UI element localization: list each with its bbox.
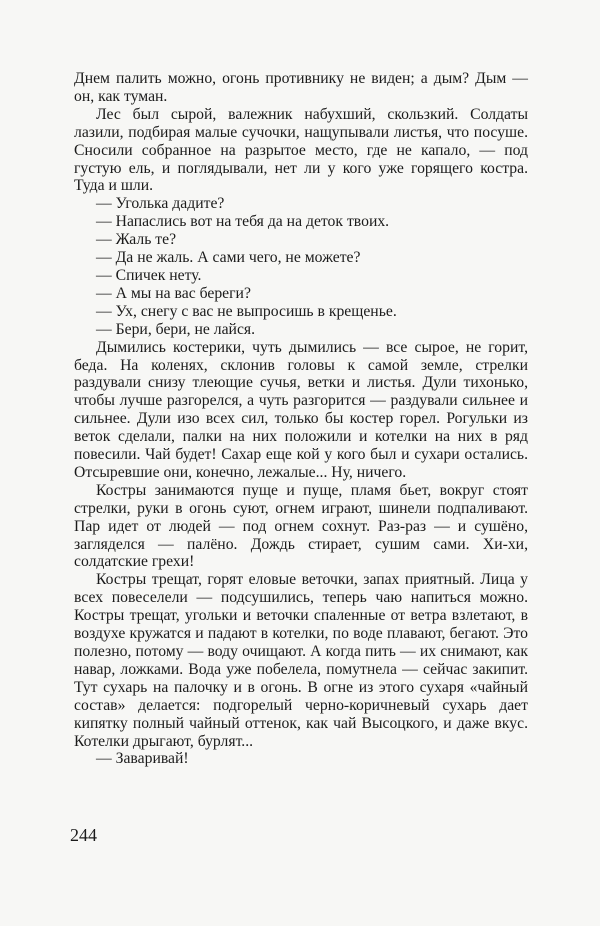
page-text: [74, 70, 528, 768]
dialogue-line: — Спичек нету.: [96, 266, 202, 284]
dialogue-line: — Уголька дадите?: [96, 195, 225, 213]
paragraph: Днем палить можно, огонь противнику не виден; а дым? Дым — он, как туман.: [74, 70, 528, 105]
paragraph: Костры трещат, горят еловые веточки, запах приятный. Лица у всех повеселели — подсушились, теперь чаю напиться можно. Костры трещат, угольки и веточки спаленные от ветра взлетают, в воздухе кружатся и падают в котелки, по воде плавают, бегают. Это полезно, потому — воду очищают. А когда пить — их снимают, как навар, ложками. Вода уже побелела, помутнела — сейчас закипит. Тут сухарь на палочку и в огонь. В огне из этого сухаря «чайный состав» делается: подгорелый черно-коричневый сухарь дает кипятку полный чайный оттенок, как чай Высоцкого, и даже вкус. Котелки дрыгают, бурлят...: [74, 571, 528, 750]
dialogue-line: — А мы на вас береги?: [96, 284, 251, 302]
dialogue-line: — Бери, бери, не лайся.: [96, 320, 256, 338]
dialogue-line: — Жаль те?: [96, 231, 177, 249]
dialogue-line: — Заваривай!: [96, 750, 189, 768]
page-number: 244: [70, 825, 97, 845]
dialogue-line: — Напаслись вот на тебя да на деток твоих.: [96, 213, 390, 231]
paragraph: Дымились костерики, чуть дымились — все сырое, не горит, беда. На коленях, склонив головы к самой земле, стрелки раздували снизу тлеющие сучья, ветки и листья. Дули тихонько, чтобы лучше разгорелся, а чуть разгорится — раздували сильнее и сильнее. Дули изо всех сил, только бы костер горел. Рогульки из веток сделали, палки на них положили и котелки на них в ряд повесили. Чай будет! Сахар еще кой у кого был и сухари остались. Отсыревшие они, конечно, лежалые... Ну, ничего.: [74, 338, 528, 481]
paragraph: Лес был сырой, валежник набухший, скользкий. Солдаты лазили, подбирая малые сучочки, нащупывали листья, что посуше. Сносили собранное на разрытое место, где не капало, — под густую ель, и поглядывали, нет ли у кого уже горящего костра. Туда и шли.: [74, 105, 528, 195]
dialogue-line: — Да не жаль. А сами чего, не можете?: [96, 249, 361, 267]
paragraph: Костры занимаются пуще и пуще, пламя бьет, вокруг стоят стрелки, руки в огонь суют, огнем играют, шинели подпаливают. Пар идет от людей — под огнем сохнут. Раз-раз — и сушёно, загляделся — палёно. Дождь стирает, сушим сами. Хи-хи, солдатские грехи!: [74, 481, 528, 571]
dialogue-line: — Ух, снегу с вас не выпросишь в крещенье.: [96, 302, 397, 320]
